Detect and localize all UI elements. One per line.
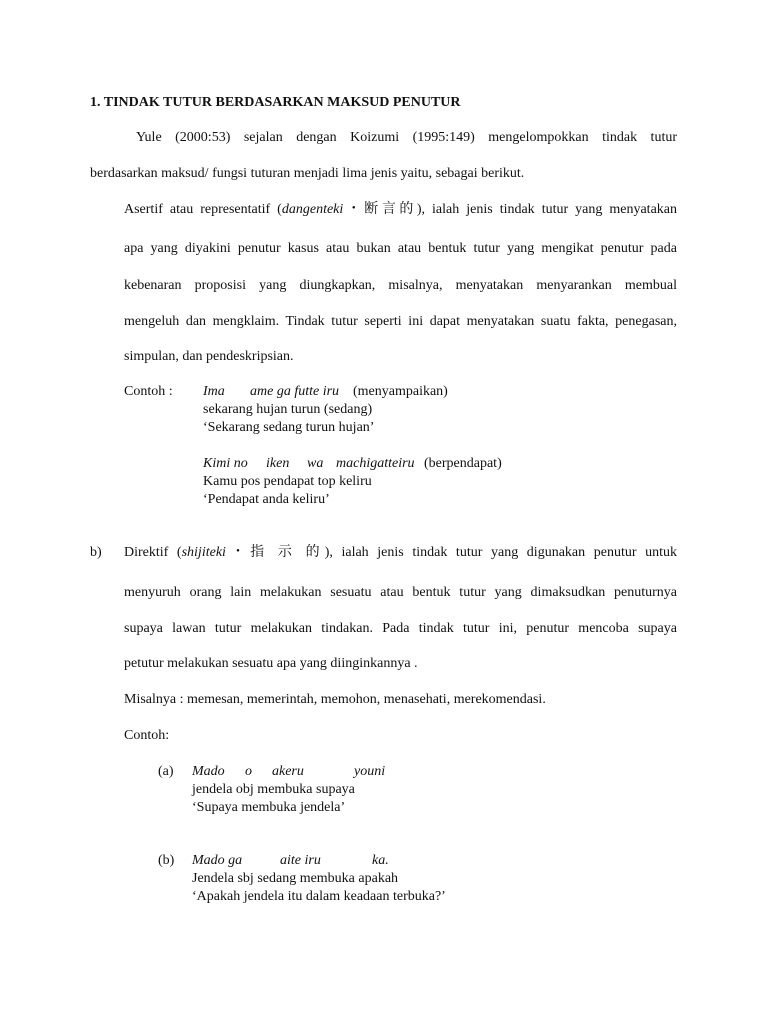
ex2-gloss: Kamu pos pendapat top keliru [203, 474, 372, 489]
direktif-line-3: supaya lawan tutur melakukan tindakan. Pada tindak tutur ini, penutur mencoba supaya [124, 621, 677, 636]
direktif-kanji: ・指 示 的 [225, 545, 325, 560]
ex1-translation: ‘Sekarang sedang turun hujan’ [203, 420, 375, 435]
asertif-line-5: simpulan, dan pendeskripsian. [124, 349, 294, 364]
direktif-line-2: menyuruh orang lain melakukan sesuatu atau bentuk tutur yang dimaksudkan penuturnya [124, 585, 677, 600]
asertif-line-2: apa yang diyakini penutur kasus atau bukan atau bentuk tutur yang mengikat penutur pada [124, 241, 677, 256]
ex1-gloss: sekarang hujan turun (sedang) [203, 402, 373, 417]
exa-word-1: Mado [192, 764, 225, 779]
asertif-kanji: ・断言的 [343, 202, 417, 217]
direktif-line-1-post: ), ialah jenis tindak tutur yang digunakan penutur untuk [324, 545, 677, 560]
exa-translation: ‘Supaya membuka jendela’ [192, 800, 346, 815]
exa-gloss: jendela obj membuka supaya [192, 782, 355, 797]
ex2-translation: ‘Pendapat anda keliru’ [203, 492, 330, 507]
exb-gloss: Jendela sbj sedang membuka apakah [192, 871, 399, 886]
direktif-term: shijiteki [181, 545, 226, 560]
asertif-line-1-post: ), ialah jenis tindak tutur yang menyatakan [416, 202, 678, 217]
exa-word-3: akeru [272, 764, 304, 779]
exb-translation: ‘Apakah jendela itu dalam keadaan terbuka?’ [192, 889, 446, 904]
exa-word-4: youni [354, 764, 386, 779]
section-heading: 1. TINDAK TUTUR BERDASARKAN MAKSUD PENUTUR [90, 95, 461, 110]
example-b-label: (b) [158, 853, 175, 868]
asertif-example-2-line [203, 455, 523, 473]
asertif-contoh-label: Contoh : [124, 384, 173, 399]
intro-line-1: Yule (2000:53) sejalan dengan Koizumi (1995:149) mengelompokkan tindak tutur [136, 130, 677, 145]
ex1-word-1: Ima [203, 384, 225, 399]
asertif-example-1-line [203, 383, 503, 401]
ex1-word-2: ame ga futte iru [250, 384, 340, 399]
exb-word-1: Mado ga [192, 853, 243, 868]
example-a-line [192, 763, 432, 781]
example-a-label: (a) [158, 764, 174, 779]
ex2-word-4: machigatteiru [336, 456, 415, 471]
direktif-line-1 [124, 544, 677, 562]
example-b-line [192, 852, 432, 870]
direktif-line-4: petutur melakukan sesuatu apa yang diinginkannya . [124, 656, 418, 671]
ex2-word-1: Kimi no [203, 456, 248, 471]
ex1-note: (menyampaikan) [353, 384, 448, 399]
ex2-word-2: iken [266, 456, 290, 471]
ex2-note: (berpendapat) [424, 456, 502, 471]
asertif-line-3: kebenaran proposisi yang diungkapkan, misalnya, menyatakan menyarankan membual [124, 278, 677, 293]
asertif-line-1-pre: Asertif atau representatif ( [124, 202, 282, 217]
direktif-line-1-pre: Direktif ( [124, 545, 182, 560]
direktif-marker: b) [90, 545, 102, 560]
ex2-word-3: wa [307, 456, 324, 471]
asertif-line-4: mengeluh dan mengklaim. Tindak tutur seperti ini dapat menyatakan suatu fakta, penegasan, [124, 314, 677, 329]
direktif-contoh-label: Contoh: [124, 728, 170, 743]
exb-word-2: aite iru [280, 853, 321, 868]
direktif-misalnya: Misalnya : memesan, memerintah, memohon, menasehati, merekomendasi. [124, 692, 546, 707]
asertif-line-1 [124, 201, 677, 219]
exb-word-3: ka. [372, 853, 389, 868]
exa-word-2: o [245, 764, 252, 779]
intro-line-2: berdasarkan maksud/ fungsi tuturan menjadi lima jenis yaitu, sebagai berikut. [90, 166, 525, 181]
asertif-term: dangenteki [281, 202, 344, 217]
